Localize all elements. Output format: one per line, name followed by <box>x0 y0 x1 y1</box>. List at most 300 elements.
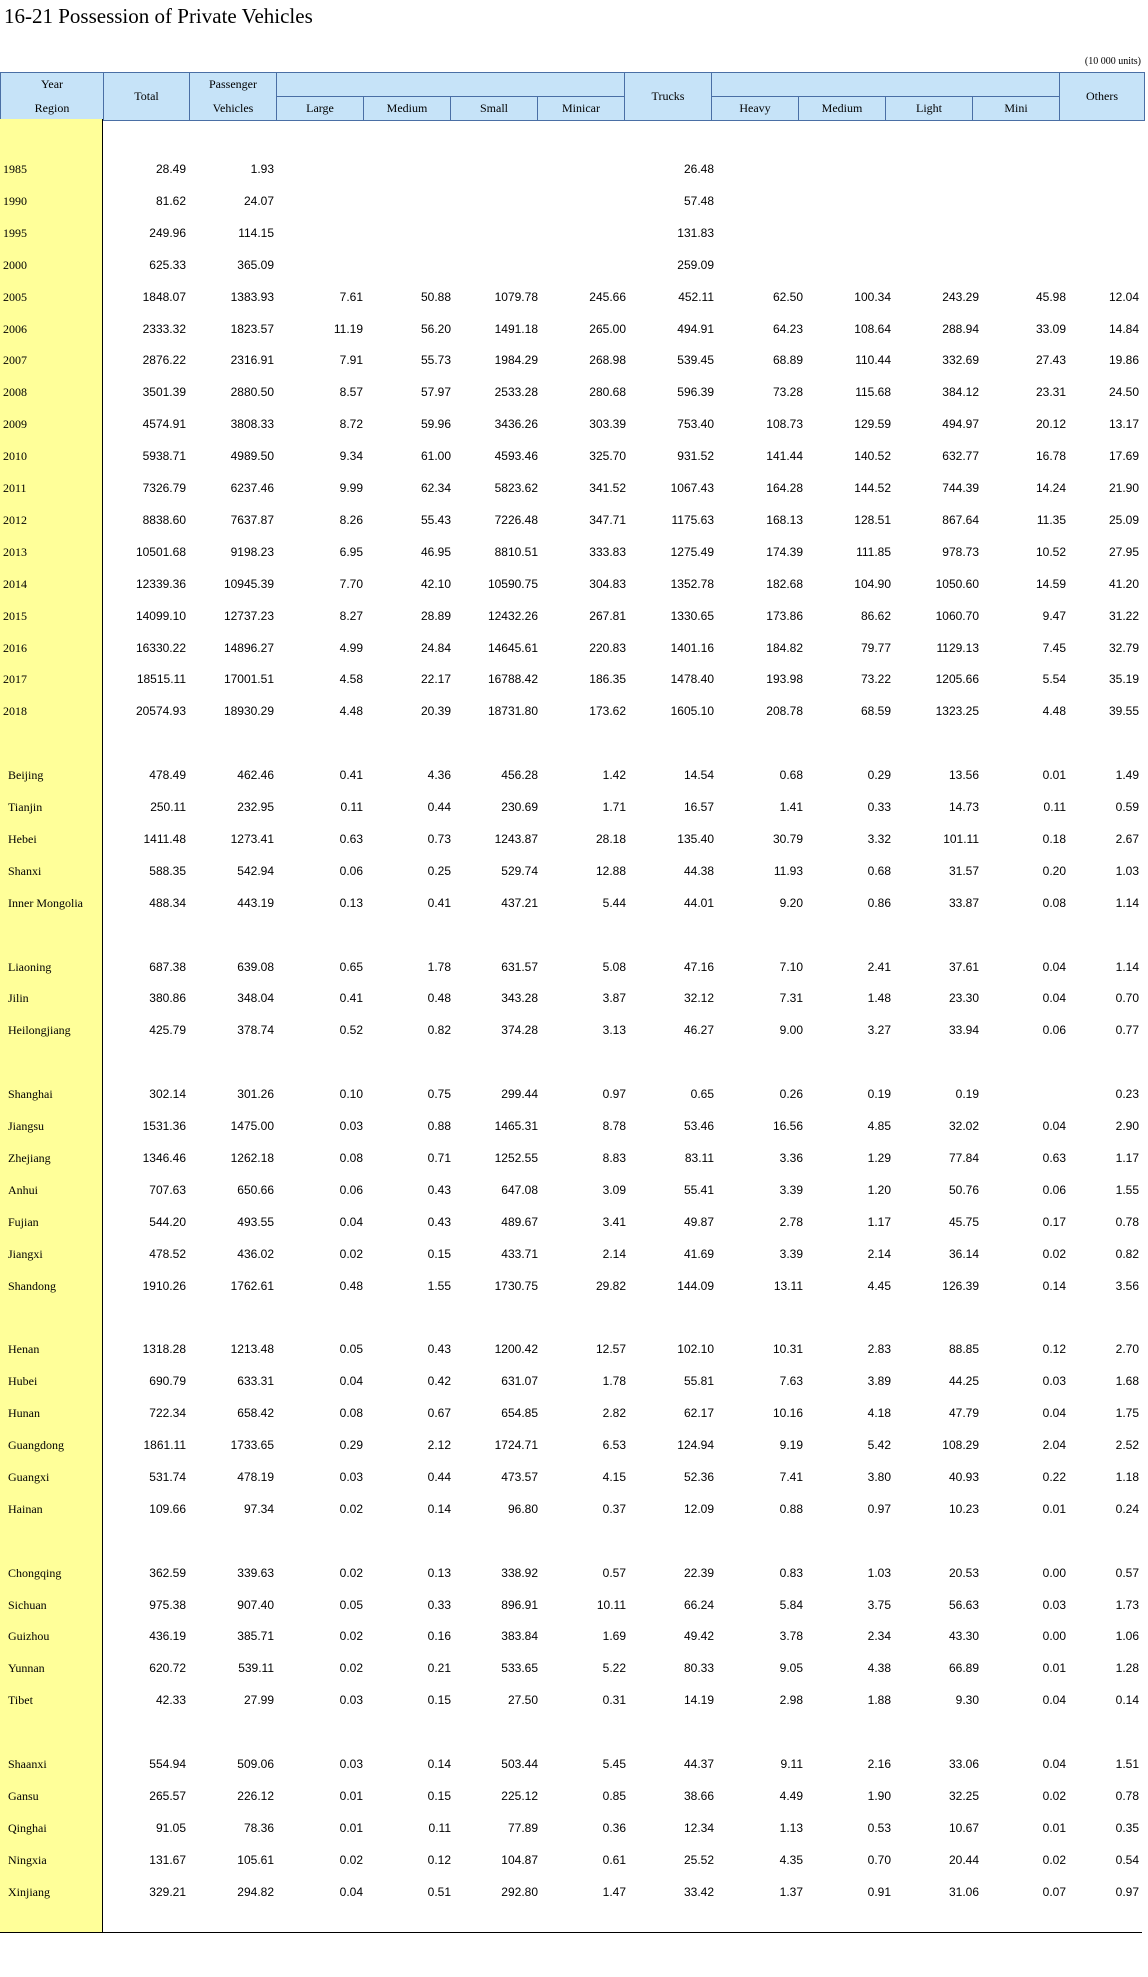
row-label: 2006 <box>3 321 27 336</box>
table-cell: 14896.27 <box>223 640 274 655</box>
table-cell: 3.41 <box>602 1214 626 1229</box>
table-cell: 131.67 <box>149 1852 186 1867</box>
table-cell: 288.94 <box>942 321 979 336</box>
table-cell: 3808.33 <box>230 417 274 432</box>
table-cell: 10501.68 <box>135 544 186 559</box>
table-cell: 380.86 <box>149 991 186 1006</box>
table-cell: 7.31 <box>779 991 803 1006</box>
table-cell: 173.86 <box>766 608 803 623</box>
table-cell: 0.41 <box>339 991 363 1006</box>
header-passenger-line1: Passenger <box>190 73 277 97</box>
table-cell: 1079.78 <box>494 289 538 304</box>
row-label: 2016 <box>3 640 27 655</box>
table-cell: 0.04 <box>339 1214 363 1229</box>
row-label: Hainan <box>8 1501 43 1516</box>
table-cell: 20.12 <box>1035 417 1066 432</box>
header-minicar: Minicar <box>538 97 625 121</box>
table-cell: 0.70 <box>867 1852 891 1867</box>
table-cell: 1.41 <box>779 800 803 814</box>
table-cell: 96.80 <box>507 1501 538 1516</box>
table-cell: 0.12 <box>427 1852 451 1867</box>
table-cell: 16.56 <box>772 1119 803 1133</box>
table-cell: 478.19 <box>237 1469 274 1484</box>
row-label: Jiangsu <box>8 1119 44 1133</box>
table-cell: 24.07 <box>243 193 274 208</box>
table-row <box>0 1882 1142 1902</box>
table-cell: 1129.13 <box>936 640 979 655</box>
table-cell: 124.94 <box>677 1438 714 1452</box>
table-cell: 7.91 <box>339 353 363 368</box>
table-row <box>0 1020 1142 1040</box>
header-heavy: Heavy <box>712 97 799 121</box>
table-cell: 554.94 <box>149 1757 186 1771</box>
table-cell: 38.66 <box>683 1788 714 1803</box>
table-cell: 690.79 <box>149 1374 186 1389</box>
table-cell: 12339.36 <box>135 576 186 591</box>
table-cell: 79.77 <box>860 640 891 655</box>
table-cell: 1.69 <box>602 1629 626 1644</box>
table-cell: 7.10 <box>779 959 803 974</box>
table-cell: 0.01 <box>1042 1501 1066 1516</box>
table-cell: 0.48 <box>339 1278 363 1293</box>
table-cell: 1861.11 <box>143 1438 186 1452</box>
table-cell: 24.50 <box>1108 385 1139 400</box>
table-cell: 0.86 <box>867 895 891 910</box>
table-cell: 28.18 <box>595 831 626 846</box>
table-cell: 129.59 <box>854 417 891 432</box>
table-cell: 0.04 <box>1042 991 1066 1006</box>
row-label: Yunnan <box>8 1661 45 1676</box>
table-cell: 1.78 <box>602 1374 626 1389</box>
table-cell: 59.96 <box>420 417 451 432</box>
row-label: 1990 <box>3 193 27 208</box>
table-cell: 81.62 <box>155 193 186 208</box>
table-cell: 2.12 <box>427 1438 451 1452</box>
table-cell: 4.48 <box>1042 704 1066 719</box>
table-cell: 0.63 <box>339 831 363 846</box>
table-cell: 1252.55 <box>494 1150 538 1165</box>
table-cell: 0.05 <box>339 1597 363 1612</box>
table-cell: 2.98 <box>779 1693 803 1708</box>
table-cell: 0.19 <box>955 1087 979 1102</box>
table-cell: 20.44 <box>948 1852 979 1867</box>
table-cell: 2.83 <box>867 1342 891 1357</box>
table-row <box>0 319 1142 339</box>
table-cell: 0.07 <box>1042 1884 1066 1899</box>
table-cell: 57.97 <box>420 385 451 400</box>
table-row <box>0 1116 1142 1136</box>
table-cell: 332.69 <box>942 353 979 368</box>
table-cell: 0.15 <box>427 1788 451 1803</box>
table-cell: 301.26 <box>237 1087 274 1102</box>
table-cell: 64.23 <box>772 321 803 336</box>
table-cell: 1724.71 <box>494 1438 538 1452</box>
table-cell: 14.24 <box>1035 481 1066 495</box>
table-cell: 26.48 <box>683 162 714 176</box>
table-cell: 41.69 <box>683 1246 714 1261</box>
table-cell: 0.25 <box>427 863 451 878</box>
table-cell: 8.72 <box>339 417 363 432</box>
table-cell: 1.49 <box>1115 768 1139 783</box>
table-cell: 1762.61 <box>230 1278 274 1293</box>
table-cell: 333.83 <box>589 544 626 559</box>
table-cell: 9.00 <box>779 1023 803 1038</box>
table-cell: 4.36 <box>427 768 451 783</box>
table-cell: 0.44 <box>427 1469 451 1484</box>
table-cell: 230.69 <box>501 800 538 814</box>
table-cell: 33.42 <box>683 1884 714 1899</box>
table-cell: 384.12 <box>942 385 979 400</box>
table-cell: 343.28 <box>501 991 538 1006</box>
table-cell: 0.43 <box>427 1342 451 1357</box>
table-cell: 1.71 <box>602 800 626 814</box>
table-cell: 35.19 <box>1108 672 1139 687</box>
table-cell: 1984.29 <box>494 353 538 368</box>
table-cell: 10.11 <box>596 1597 626 1612</box>
table-cell: 436.02 <box>237 1246 274 1261</box>
table-cell: 0.01 <box>339 1788 363 1803</box>
table-cell: 509.06 <box>237 1757 274 1771</box>
table-cell: 43.30 <box>948 1629 979 1644</box>
table-cell: 443.19 <box>237 895 274 910</box>
table-cell: 24.84 <box>420 640 451 655</box>
table-cell: 10590.75 <box>487 576 538 591</box>
table-cell: 8.26 <box>339 512 363 527</box>
table-cell: 1531.36 <box>142 1119 186 1133</box>
table-cell: 658.42 <box>237 1406 274 1421</box>
table-cell: 0.73 <box>427 831 451 846</box>
table-cell: 0.35 <box>1115 1820 1139 1835</box>
table-row <box>0 1180 1142 1200</box>
table-cell: 2.90 <box>1115 1119 1139 1133</box>
table-cell: 16.78 <box>1035 449 1066 464</box>
table-cell: 0.26 <box>779 1087 803 1102</box>
table-cell: 0.97 <box>602 1087 626 1102</box>
table-cell: 73.22 <box>860 672 891 687</box>
table-cell: 478.52 <box>149 1246 186 1261</box>
table-cell: 0.04 <box>1042 1693 1066 1708</box>
table-cell: 489.67 <box>501 1214 538 1229</box>
row-label: Henan <box>8 1342 40 1357</box>
table-cell: 16788.42 <box>487 672 538 687</box>
table-cell: 533.65 <box>501 1661 538 1676</box>
table-row <box>0 797 1142 817</box>
table-cell: 46.27 <box>683 1023 714 1038</box>
bottom-rule <box>0 1932 1142 1933</box>
table-cell: 36.14 <box>948 1246 979 1261</box>
table-cell: 20574.93 <box>135 704 186 719</box>
row-label: 1995 <box>3 225 27 240</box>
table-cell: 100.34 <box>854 289 891 304</box>
table-cell: 0.19 <box>867 1087 891 1102</box>
table-cell: 16.57 <box>683 800 714 814</box>
table-cell: 8838.60 <box>142 512 186 527</box>
table-cell: 338.92 <box>501 1565 538 1580</box>
table-cell: 341.52 <box>589 481 626 495</box>
row-label: 2007 <box>3 353 27 368</box>
table-cell: 978.73 <box>942 544 979 559</box>
row-label: Guangdong <box>8 1438 64 1452</box>
table-cell: 42.10 <box>420 576 451 591</box>
table-cell: 0.82 <box>427 1023 451 1038</box>
table-cell: 62.34 <box>420 481 451 495</box>
table-cell: 0.82 <box>1115 1246 1139 1261</box>
table-row <box>0 1786 1142 1806</box>
table-cell: 80.33 <box>683 1661 714 1676</box>
table-cell: 1.47 <box>602 1884 626 1899</box>
row-label: Shanxi <box>8 863 42 878</box>
table-cell: 2.52 <box>1115 1438 1139 1452</box>
table-cell: 44.01 <box>683 895 714 910</box>
table-cell: 44.38 <box>683 863 714 878</box>
table-cell: 0.00 <box>1042 1565 1066 1580</box>
table-cell: 0.08 <box>339 1406 363 1421</box>
table-cell: 0.02 <box>1042 1852 1066 1867</box>
table-cell: 184.82 <box>766 640 803 655</box>
table-cell: 0.31 <box>602 1693 626 1708</box>
table-cell: 0.61 <box>602 1852 626 1867</box>
table-row <box>0 191 1142 211</box>
table-cell: 66.89 <box>948 1661 979 1676</box>
table-cell: 5.44 <box>602 895 626 910</box>
table-cell: 473.57 <box>501 1469 538 1484</box>
table-cell: 488.34 <box>149 895 186 910</box>
table-cell: 1346.46 <box>142 1150 186 1165</box>
table-cell: 0.04 <box>339 1884 363 1899</box>
table-cell: 68.89 <box>772 353 803 368</box>
table-cell: 12432.26 <box>487 608 538 623</box>
table-cell: 0.01 <box>1042 768 1066 783</box>
table-cell: 16330.22 <box>135 640 186 655</box>
table-cell: 1.03 <box>1115 863 1139 878</box>
table-cell: 27.50 <box>507 1693 538 1708</box>
table-cell: 0.91 <box>867 1884 891 1899</box>
table-cell: 193.98 <box>766 672 803 687</box>
table-cell: 0.53 <box>867 1820 891 1835</box>
table-cell: 144.52 <box>854 481 891 495</box>
table-cell: 12737.23 <box>223 608 274 623</box>
table-cell: 265.57 <box>149 1788 186 1803</box>
row-label: Zhejiang <box>8 1150 51 1165</box>
table-cell: 41.20 <box>1108 576 1139 591</box>
table-cell: 46.95 <box>420 544 451 559</box>
table-cell: 0.78 <box>1115 1214 1139 1229</box>
table-cell: 2.82 <box>602 1406 626 1421</box>
table-row <box>0 1626 1142 1646</box>
table-cell: 9.34 <box>339 449 363 464</box>
table-cell: 268.98 <box>589 353 626 368</box>
table-cell: 7.63 <box>779 1374 803 1389</box>
table-cell: 111.85 <box>856 544 891 559</box>
table-cell: 753.40 <box>677 417 714 432</box>
table-cell: 7326.79 <box>142 481 186 495</box>
table-cell: 0.01 <box>1042 1820 1066 1835</box>
table-cell: 131.83 <box>677 225 714 240</box>
table-row <box>0 606 1142 626</box>
table-cell: 9.19 <box>779 1438 803 1452</box>
table-cell: 3.13 <box>602 1023 626 1038</box>
table-cell: 13.11 <box>773 1278 803 1293</box>
table-cell: 544.20 <box>149 1214 186 1229</box>
row-label: Shanghai <box>8 1087 53 1102</box>
table-cell: 19.86 <box>1108 353 1139 368</box>
table-cell: 2.14 <box>602 1246 626 1261</box>
table-row <box>0 1499 1142 1519</box>
table-cell: 3.39 <box>779 1246 803 1261</box>
table-cell: 4.99 <box>339 640 363 655</box>
table-cell: 7.61 <box>339 289 363 304</box>
table-cell: 55.43 <box>420 512 451 527</box>
table-cell: 0.44 <box>427 800 451 814</box>
row-label: 2009 <box>3 417 27 432</box>
table-cell: 49.42 <box>683 1629 714 1644</box>
table-cell: 18731.80 <box>487 704 538 719</box>
table-cell: 907.40 <box>237 1597 274 1612</box>
row-label: Xinjiang <box>8 1884 50 1899</box>
table-cell: 539.11 <box>238 1661 274 1676</box>
table-cell: 17001.51 <box>223 672 274 687</box>
table-cell: 6237.46 <box>230 481 274 495</box>
table-cell: 0.13 <box>339 895 363 910</box>
table-cell: 52.36 <box>683 1469 714 1484</box>
table-cell: 0.33 <box>867 800 891 814</box>
table-row <box>0 510 1142 530</box>
table-cell: 45.98 <box>1035 289 1066 304</box>
table-cell: 1411.48 <box>143 831 186 846</box>
table-cell: 365.09 <box>237 257 274 272</box>
table-cell: 50.88 <box>420 289 451 304</box>
table-cell: 625.33 <box>149 257 186 272</box>
table-row <box>0 1754 1142 1774</box>
table-cell: 1.88 <box>867 1693 891 1708</box>
table-cell: 68.59 <box>860 704 891 719</box>
table-cell: 27.43 <box>1035 353 1066 368</box>
table-cell: 2876.22 <box>142 353 186 368</box>
table-cell: 40.93 <box>948 1469 979 1484</box>
table-cell: 135.40 <box>677 831 714 846</box>
table-cell: 33.09 <box>1035 321 1066 336</box>
table-cell: 0.06 <box>339 1182 363 1197</box>
table-cell: 14099.10 <box>135 608 186 623</box>
table-cell: 304.83 <box>589 576 626 591</box>
table-cell: 531.74 <box>149 1469 186 1484</box>
table-row <box>0 1276 1142 1296</box>
table-cell: 0.97 <box>1115 1884 1139 1899</box>
row-label: Ningxia <box>8 1852 47 1867</box>
table-cell: 12.88 <box>595 863 626 878</box>
table-cell: 0.65 <box>339 959 363 974</box>
table-cell: 14.84 <box>1108 321 1139 336</box>
row-label: Heilongjiang <box>8 1023 71 1038</box>
table-cell: 0.10 <box>339 1087 363 1102</box>
table-cell: 329.21 <box>149 1884 186 1899</box>
row-label: 2000 <box>3 257 27 272</box>
table-cell: 437.21 <box>501 895 538 910</box>
table-cell: 650.66 <box>237 1182 274 1197</box>
table-cell: 1.18 <box>1115 1469 1139 1484</box>
table-cell: 9.30 <box>955 1693 979 1708</box>
table-cell: 164.28 <box>766 481 803 495</box>
table-cell: 632.77 <box>942 449 979 464</box>
table-cell: 7226.48 <box>494 512 538 527</box>
table-cell: 5.84 <box>779 1597 803 1612</box>
table-cell: 14.54 <box>683 768 714 783</box>
table-row <box>0 414 1142 434</box>
table-cell: 0.41 <box>339 768 363 783</box>
table-cell: 0.04 <box>1042 959 1066 974</box>
table-cell: 325.70 <box>589 449 626 464</box>
table-cell: 0.08 <box>1042 895 1066 910</box>
table-cell: 13.17 <box>1108 417 1139 432</box>
table-cell: 109.66 <box>149 1501 186 1516</box>
header-passenger-line2: Vehicles <box>190 97 277 121</box>
table-cell: 114.15 <box>238 225 274 240</box>
table-cell: 12.04 <box>1108 289 1139 304</box>
row-label: 2011 <box>3 481 27 495</box>
table-cell: 1.29 <box>867 1150 891 1165</box>
table-row <box>0 1339 1142 1359</box>
table-cell: 4574.91 <box>142 417 186 432</box>
table-cell: 529.74 <box>501 863 538 878</box>
table-cell: 173.62 <box>589 704 626 719</box>
table-cell: 66.24 <box>683 1597 714 1612</box>
table-cell: 7.41 <box>779 1469 803 1484</box>
table-cell: 0.11 <box>428 1820 451 1835</box>
table-row <box>0 893 1142 913</box>
table-cell: 50.76 <box>948 1182 979 1197</box>
row-label: Jiangxi <box>8 1246 43 1261</box>
table-cell: 620.72 <box>149 1661 186 1676</box>
table-cell: 14.73 <box>948 800 979 814</box>
table-cell: 13.56 <box>948 768 979 783</box>
table-cell: 339.63 <box>237 1565 274 1580</box>
table-cell: 5.22 <box>602 1661 626 1676</box>
table-cell: 108.64 <box>854 321 891 336</box>
table-cell: 22.39 <box>683 1565 714 1580</box>
table-cell: 44.25 <box>948 1374 979 1389</box>
table-cell: 62.17 <box>683 1406 714 1421</box>
table-cell: 225.12 <box>501 1788 538 1803</box>
table-header <box>0 72 1145 121</box>
table-cell: 4.45 <box>867 1278 891 1293</box>
table-cell: 2.04 <box>1042 1438 1066 1452</box>
table-cell: 362.59 <box>149 1565 186 1580</box>
table-cell: 494.97 <box>942 417 979 432</box>
table-cell: 1.73 <box>1115 1597 1139 1612</box>
table-cell: 2880.50 <box>230 385 274 400</box>
table-cell: 0.75 <box>427 1087 451 1102</box>
table-cell: 32.25 <box>948 1788 979 1803</box>
table-cell: 115.68 <box>855 385 891 400</box>
page-title: 16-21 Possession of Private Vehicles <box>4 4 313 28</box>
table-cell: 18515.11 <box>136 672 186 687</box>
table-cell: 1.17 <box>867 1214 891 1229</box>
table-cell: 47.79 <box>948 1406 979 1421</box>
table-cell: 0.02 <box>1042 1788 1066 1803</box>
table-cell: 1.51 <box>1115 1757 1139 1771</box>
table-cell: 4.48 <box>339 704 363 719</box>
table-cell: 433.71 <box>501 1246 538 1261</box>
table-cell: 0.77 <box>1115 1023 1139 1038</box>
table-cell: 101.11 <box>943 831 979 846</box>
table-cell: 20.53 <box>948 1565 979 1580</box>
table-cell: 21.90 <box>1108 481 1139 495</box>
table-cell: 4.35 <box>779 1852 803 1867</box>
table-cell: 4.85 <box>867 1119 891 1133</box>
table-cell: 0.68 <box>867 863 891 878</box>
table-cell: 292.80 <box>501 1884 538 1899</box>
table-cell: 18930.29 <box>223 704 274 719</box>
